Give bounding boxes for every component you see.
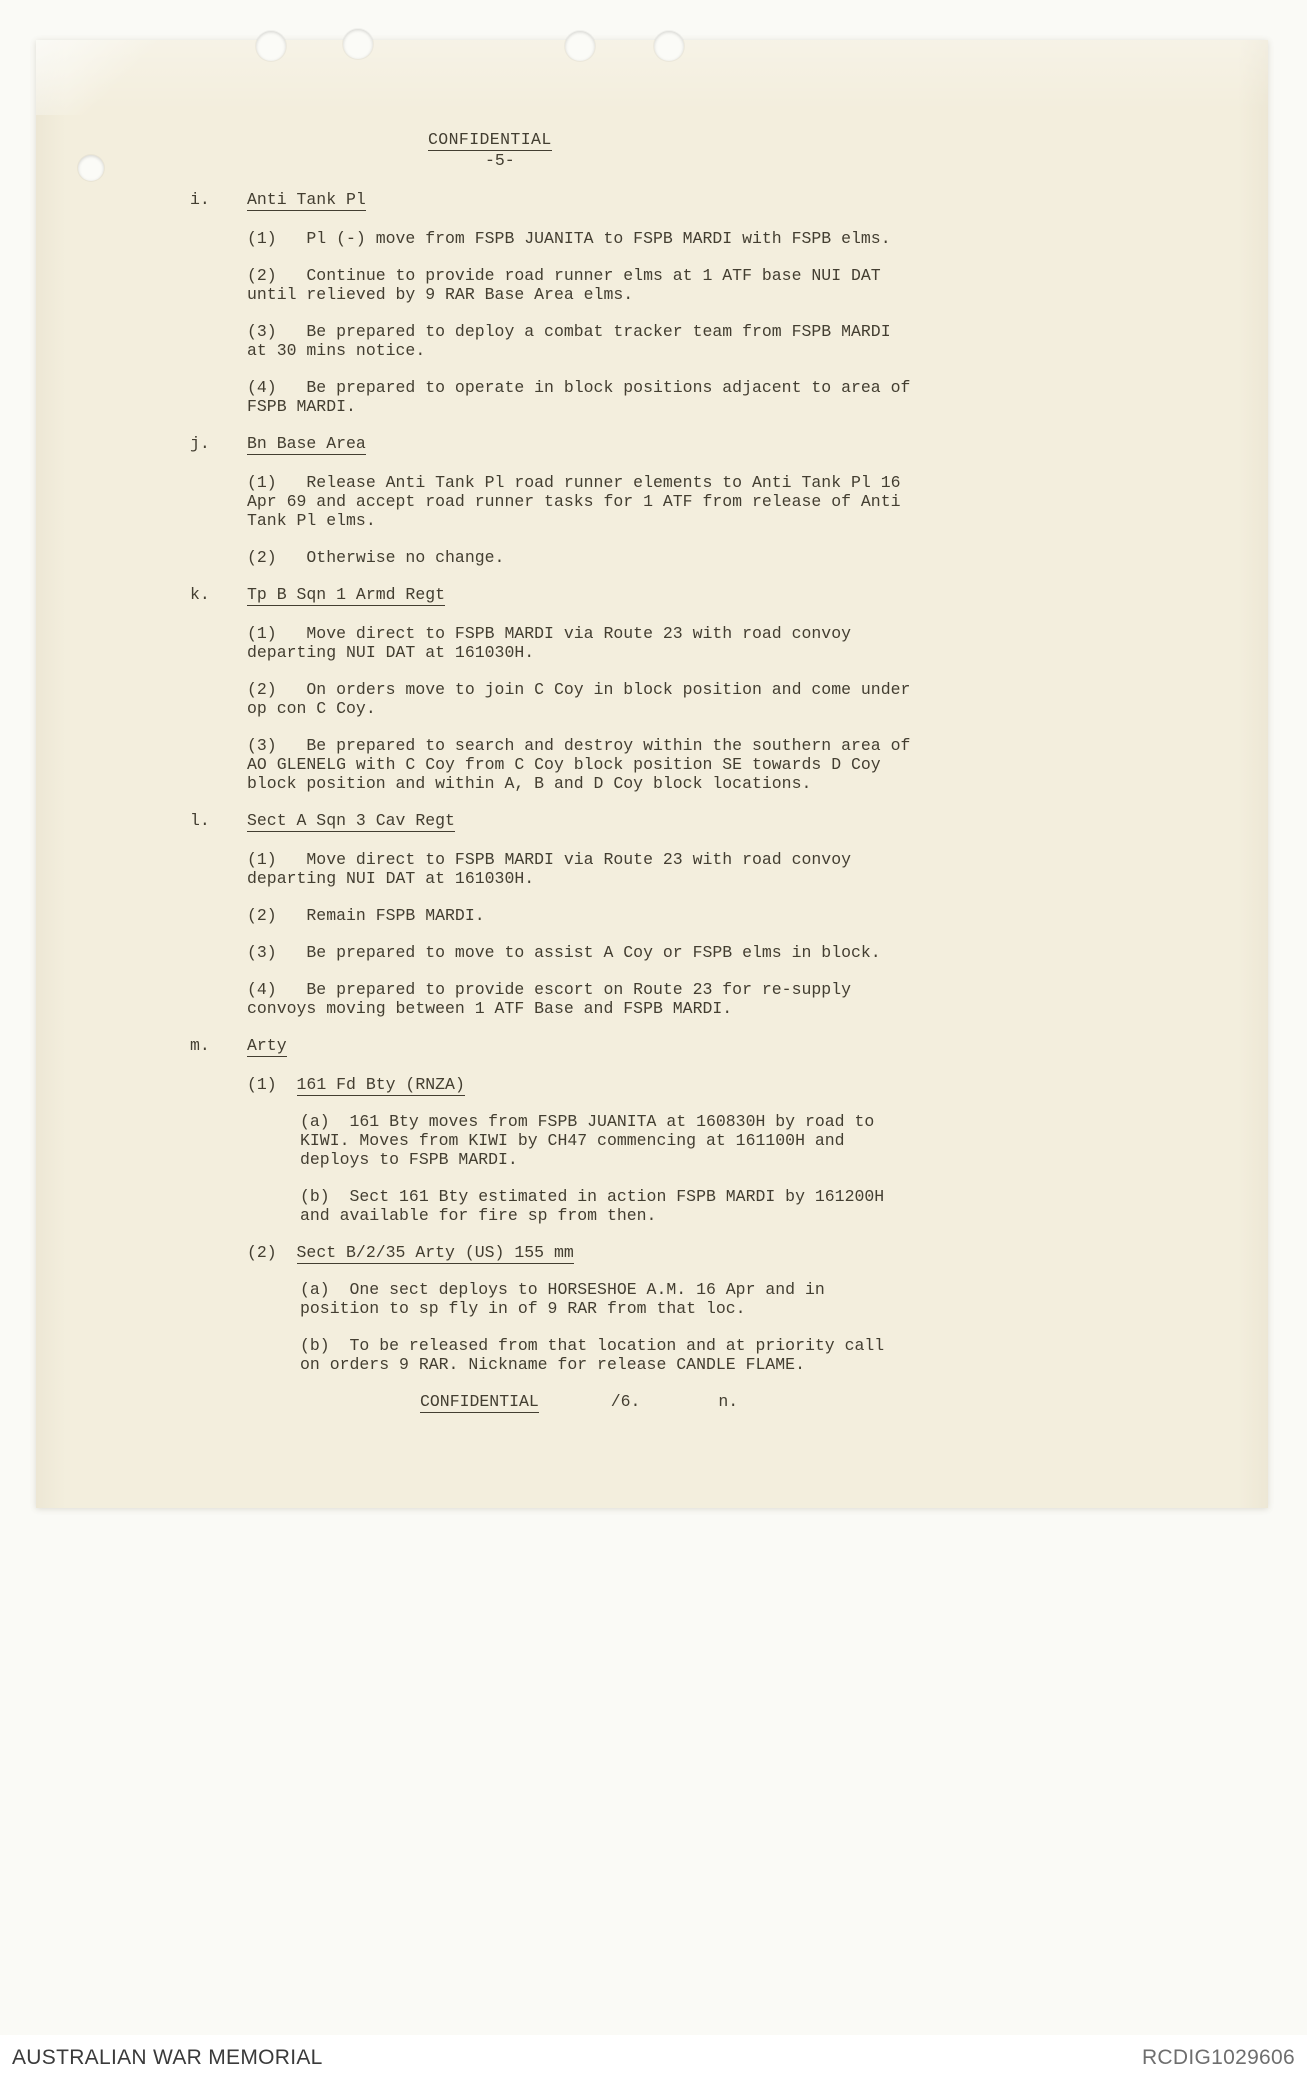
paragraph: (1) Pl (-) move from FSPB JUANITA to FSPB MARDI with FSPB elms. — [247, 229, 891, 248]
archive-name: AUSTRALIAN WAR MEMORIAL — [12, 2046, 323, 2069]
item-subheading: 161 Fd Bty (RNZA) — [296, 1075, 465, 1094]
section-label: i. — [190, 190, 210, 209]
punch-hole — [654, 31, 684, 61]
paragraph: (4) Be prepared to provide escort on Route 23 for re-supply convoys moving between 1 ATF Base and FSPB MARDI. — [247, 980, 851, 1018]
section-heading: Anti Tank Pl — [247, 190, 366, 209]
paragraph: (4) Be prepared to operate in block positions adjacent to area of FSPB MARDI. — [247, 378, 911, 416]
paragraph: (1) Move direct to FSPB MARDI via Route 23 with road convoy departing NUI DAT at 161030H. — [247, 850, 851, 888]
page-number: -5- — [485, 151, 515, 170]
paragraph: (2) Continue to provide road runner elms at 1 ATF base NUI DAT until relieved by 9 RAR Base Area elms. — [247, 266, 881, 304]
section-heading: Bn Base Area — [247, 434, 366, 453]
section-bn-base-area — [190, 434, 950, 567]
paragraph: (1) Move direct to FSPB MARDI via Route 23 with road convoy departing NUI DAT at 161030H. — [247, 624, 851, 662]
section-label: j. — [190, 434, 210, 453]
punch-hole — [343, 29, 373, 59]
item-subheading: Sect B/2/35 Arty (US) 155 mm — [296, 1243, 574, 1262]
section-label: k. — [190, 585, 210, 604]
section-heading: Tp B Sqn 1 Armd Regt — [247, 585, 446, 604]
section-header — [190, 811, 950, 832]
sub-paragraph: (b) To be released from that location and at priority call on orders 9 RAR. Nickname for release CANDLE FLAME. — [300, 1336, 885, 1374]
paragraph: (2) Remain FSPB MARDI. — [247, 906, 485, 925]
section-header — [190, 434, 950, 455]
paragraph: (2) On orders move to join C Coy in block position and come under op con C Coy. — [247, 680, 911, 718]
sub-paragraph: (a) One sect deploys to HORSESHOE A.M. 16 Apr and in position to sp fly in of 9 RAR from that loc. — [300, 1280, 825, 1318]
section-anti-tank-pl — [190, 190, 950, 416]
item-heading-row: (1) 161 Fd Bty (RNZA) — [247, 1075, 465, 1094]
document-header — [190, 130, 950, 170]
classification-header: CONFIDENTIAL — [428, 130, 552, 149]
paragraph: (1) Release Anti Tank Pl road runner elements to Anti Tank Pl 16 Apr 69 and accept road runner tasks for 1 ATF from release of Anti Tank Pl elms. — [247, 473, 901, 530]
typed-content — [190, 130, 950, 1413]
paragraph: (3) Be prepared to search and destroy within the southern area of AO GLENELG with C Coy from C Coy block position SE towards D Coy block position and within A, B and D Coy block locations. — [247, 736, 911, 793]
next-page-marker: /6. — [610, 1392, 641, 1411]
scanned-page-sheet — [36, 40, 1268, 1508]
item-heading-row: (2) Sect B/2/35 Arty (US) 155 mm — [247, 1243, 574, 1262]
paragraph: (3) Be prepared to move to assist A Coy or FSPB elms in block. — [247, 943, 881, 962]
section-sect-a-sqn-3-cav-regt — [190, 811, 950, 1018]
section-header — [190, 190, 950, 211]
section-label: m. — [190, 1036, 210, 1055]
section-tp-b-sqn-1-armd-regt — [190, 585, 950, 793]
section-header — [190, 1036, 950, 1057]
section-header — [190, 585, 950, 606]
punch-hole-side — [78, 155, 104, 181]
continuation-marker: n. — [718, 1392, 739, 1411]
archive-caption-bar — [0, 2035, 1307, 2081]
classification-footer: CONFIDENTIAL — [420, 1392, 539, 1411]
paragraph: (2) Otherwise no change. — [247, 548, 505, 567]
sub-paragraph: (b) Sect 161 Bty estimated in action FSPB MARDI by 161200H and available for fire sp from then. — [300, 1187, 885, 1225]
document-body — [190, 190, 950, 1374]
sub-paragraph: (a) 161 Bty moves from FSPB JUANITA at 160830H by road to KIWI. Moves from KIWI by CH47 commencing at 161100H and deploys to FSPB MARDI. — [300, 1112, 875, 1169]
document-footer — [190, 1392, 950, 1413]
section-label: l. — [190, 811, 210, 830]
archive-reference-id: RCDIG1029606 — [1141, 2046, 1295, 2069]
paragraph: (3) Be prepared to deploy a combat tracker team from FSPB MARDI at 30 mins notice. — [247, 322, 891, 360]
punch-hole — [565, 31, 595, 61]
section-heading: Arty — [247, 1036, 287, 1055]
punch-hole — [256, 31, 286, 61]
section-heading: Sect A Sqn 3 Cav Regt — [247, 811, 455, 830]
section-arty — [190, 1036, 950, 1374]
